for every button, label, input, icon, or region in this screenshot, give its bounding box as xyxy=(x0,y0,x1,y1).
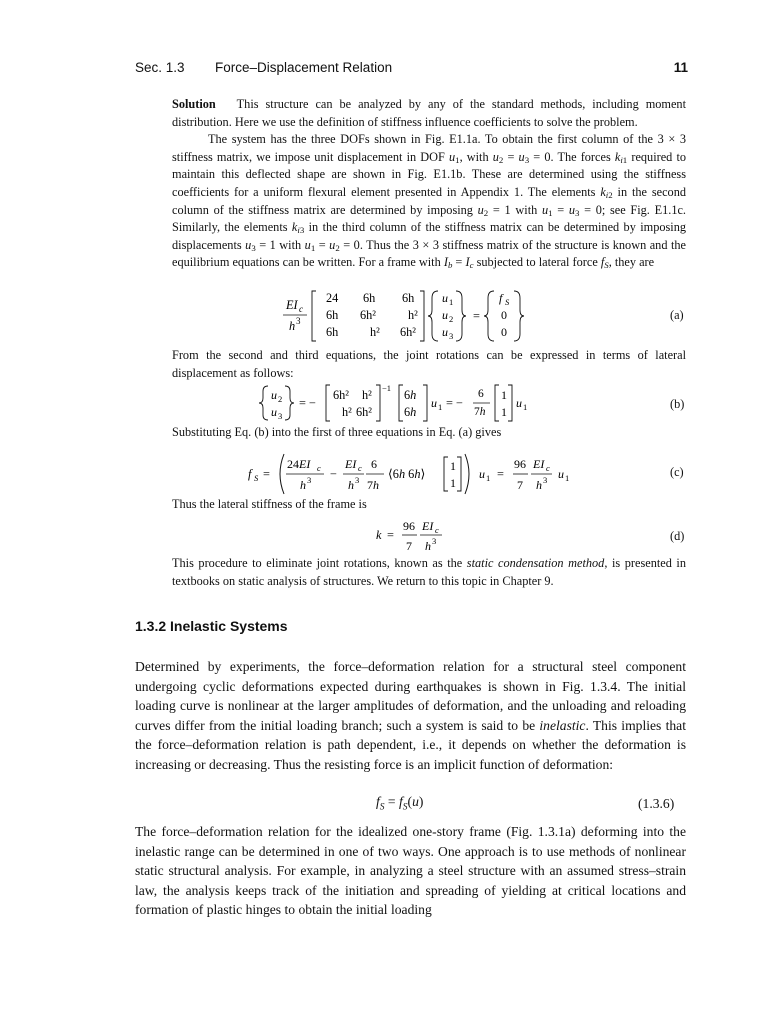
matrix-a-cell: 6h xyxy=(326,308,339,322)
solution-paragraph-2: The system has the three DOFs shown in Fig. E1.1a. To obtain the first column of the 3 × 3 stiffness matrix, we impose unit displacement in DOF $u_1$, with $u_2 = u_3 = 0$. The forces $k_{i1}$ required to maintain this deflected shape are shown in Fig. E1.1b. These are determined using the stiffness coefficients for a uniform flexural element presented in Appendix 1. The elements $k_{i2}$ in the second column of the stiffness matrix are determined by imposing $u_2 = 1$ with $u_1 = u_3 = 0$; see Fig. E1.1c. Similarly, the elements $k_{i3}$ in the third column of the stiffness matrix can be determined by imposing displacements $u_3 = 1$ with $u_1 = u_2 = 0$. Thus the 3 × 3 stiffness matrix of the structure is known and the equilibrium equations can be written. For a frame with $I_b = I_c$ subjected to lateral force $f_S$, they are xyxy=(172,132,687,271)
matrix-b-cell: h² xyxy=(342,405,352,419)
matrix-a-cell: 6h xyxy=(326,325,339,339)
svg-text:6: 6 xyxy=(371,457,377,471)
matrix-b-cell: h² xyxy=(362,388,372,402)
solution-label: Solution xyxy=(172,97,216,111)
svg-text:c: c xyxy=(317,463,321,473)
svg-text:= −: = − xyxy=(446,396,463,410)
svg-text:1: 1 xyxy=(565,473,570,483)
equation-b-tag: (b) xyxy=(670,397,685,411)
svg-text:EI: EI xyxy=(286,298,298,312)
svg-text:0: 0 xyxy=(501,308,507,322)
svg-text:3: 3 xyxy=(296,316,301,326)
svg-text:EI: EI xyxy=(422,519,434,533)
solution-text-1: This structure can be analyzed by any of the standard methods, including moment distribution. Here we use the definition of stiffness influence coefficients to solve the problem. xyxy=(172,97,686,129)
matrix-b-cell: 6h² xyxy=(356,405,372,419)
svg-text:f: f xyxy=(499,291,503,305)
equation-1-3-6: $f_S = f_S(u)$ xyxy=(376,794,424,813)
matrix-a-cell: 6h xyxy=(363,291,376,305)
svg-text:c: c xyxy=(358,463,362,473)
svg-text:6h: 6h xyxy=(404,405,417,419)
svg-text:u: u xyxy=(479,467,485,481)
matrix-a-cell: 6h² xyxy=(400,325,416,339)
svg-text:u: u xyxy=(442,291,448,305)
equation-a xyxy=(280,288,550,344)
text-after-a: From the second and third equations, the joint rotations can be expressed in terms of lateral displacement as follows: xyxy=(172,348,686,380)
matrix-b-cell: 6h² xyxy=(333,388,349,402)
svg-text:f: f xyxy=(248,467,252,481)
svg-text:3: 3 xyxy=(307,475,312,485)
matrix-a-cell: 6h² xyxy=(360,308,376,322)
svg-text:u: u xyxy=(442,308,448,322)
svg-text:u: u xyxy=(558,467,564,481)
equation-1-3-6-tag: (1.3.6) xyxy=(638,796,675,811)
svg-text:7h: 7h xyxy=(474,406,486,418)
svg-text:u: u xyxy=(516,396,522,410)
svg-text:7: 7 xyxy=(517,478,523,492)
svg-text:1: 1 xyxy=(450,459,456,473)
svg-text:u: u xyxy=(271,388,277,402)
header-title: Force–Displacement Relation xyxy=(215,60,393,75)
page-number: 11 xyxy=(673,60,688,75)
equation-a-tag: (a) xyxy=(670,308,684,322)
svg-text:=: = xyxy=(497,467,504,481)
svg-text:6: 6 xyxy=(478,388,484,400)
equation-c xyxy=(246,452,556,496)
svg-text:3: 3 xyxy=(432,536,437,546)
section-paragraph-2: The force–deformation relation for the idealized one-story frame (Fig. 1.3.1a) deforming into the inelastic range can be determined in one of two ways. One approach is to use methods of nonlinear static structural analysis. For example, in analyzing a steel structure with an assumed stress–strain law, the analysis keeps track of the initiation and spreading of yielding at critical locations and formation of plastic hinges to obtain the initial loading xyxy=(135,824,686,918)
svg-text:1: 1 xyxy=(501,405,507,419)
svg-text:1: 1 xyxy=(450,476,456,490)
section-paragraph-1: Determined by experiments, the force–deformation relation for a structural steel component undergoing cyclic deformations expected during earthquakes is shown in Fig. 1.3.4. The initial loading curve is nonlinear at the larger amplitudes of deformation, and the unloading and reloading curves differ from the initial loading branch; such a system is said to be inelastic. This implies that the force–deformation relation is path dependent, i.e., it depends on whether the deformation is increasing or decreasing. Thus the resisting force is an implicit function of deformation: xyxy=(135,659,686,772)
svg-text:= −: = − xyxy=(299,396,316,410)
svg-text:h: h xyxy=(348,478,354,492)
svg-text:h: h xyxy=(300,478,306,492)
svg-text:h: h xyxy=(536,478,542,492)
header-section: Sec. 1.3 xyxy=(135,60,185,75)
svg-text:1: 1 xyxy=(438,402,443,412)
svg-text:0: 0 xyxy=(501,325,507,339)
svg-text:3: 3 xyxy=(449,331,454,341)
equation-c-tail xyxy=(556,452,586,496)
section-heading: 1.3.2 Inelastic Systems xyxy=(135,618,288,634)
text-after-d: This procedure to eliminate joint rotations, known as the static condensation method, is presented in textbooks on static analysis of structures. We return to this topic in Chapter 9. xyxy=(172,556,686,588)
matrix-a-cell: 24 xyxy=(326,291,339,305)
svg-text:−: − xyxy=(330,467,337,481)
svg-text:h: h xyxy=(425,539,431,553)
svg-text:u: u xyxy=(431,396,437,410)
svg-text:EI: EI xyxy=(345,457,357,471)
svg-text:7: 7 xyxy=(406,539,412,553)
svg-text:96: 96 xyxy=(514,457,526,471)
svg-text:3: 3 xyxy=(543,475,548,485)
svg-text:1: 1 xyxy=(501,388,507,402)
svg-text:24EI: 24EI xyxy=(287,457,311,471)
svg-text:k: k xyxy=(376,528,382,542)
svg-text:1: 1 xyxy=(486,473,491,483)
equation-d-tag: (d) xyxy=(670,529,685,543)
svg-text:c: c xyxy=(546,463,550,473)
svg-text:3: 3 xyxy=(355,475,360,485)
svg-text:h: h xyxy=(289,319,296,333)
svg-text:1: 1 xyxy=(449,297,454,307)
svg-text:=: = xyxy=(387,528,394,542)
svg-text:c: c xyxy=(435,525,439,535)
equation-b xyxy=(256,383,566,423)
solution-paragraph-1 xyxy=(172,96,686,131)
matrix-a-cell: h² xyxy=(408,308,418,322)
svg-text:EI: EI xyxy=(533,457,545,471)
svg-text:2: 2 xyxy=(278,394,283,404)
running-header xyxy=(135,60,688,80)
matrix-a-cell: h² xyxy=(370,325,380,339)
svg-text:96: 96 xyxy=(403,519,415,533)
solution-block xyxy=(172,96,686,272)
svg-text:S: S xyxy=(254,473,259,483)
svg-text:c: c xyxy=(299,304,303,314)
svg-text:−1: −1 xyxy=(382,383,392,393)
svg-text:2: 2 xyxy=(449,314,454,324)
text-after-c: Thus the lateral stiffness of the frame is xyxy=(172,497,367,511)
svg-text:3: 3 xyxy=(278,411,283,421)
svg-text:⟨6h 6h⟩: ⟨6h 6h⟩ xyxy=(388,467,426,481)
matrix-a-cell: 6h xyxy=(402,291,415,305)
svg-text:u: u xyxy=(271,405,277,419)
svg-text:=: = xyxy=(473,309,480,323)
svg-text:S: S xyxy=(505,297,510,307)
svg-text:u: u xyxy=(442,325,448,339)
svg-text:1: 1 xyxy=(523,402,528,412)
svg-text:7h: 7h xyxy=(367,478,379,492)
svg-text:=: = xyxy=(263,467,270,481)
equation-d xyxy=(374,517,464,557)
equation-c-tag: (c) xyxy=(670,465,684,479)
svg-text:6h: 6h xyxy=(404,388,417,402)
text-after-b: Substituting Eq. (b) into the first of three equations in Eq. (a) gives xyxy=(172,425,502,439)
